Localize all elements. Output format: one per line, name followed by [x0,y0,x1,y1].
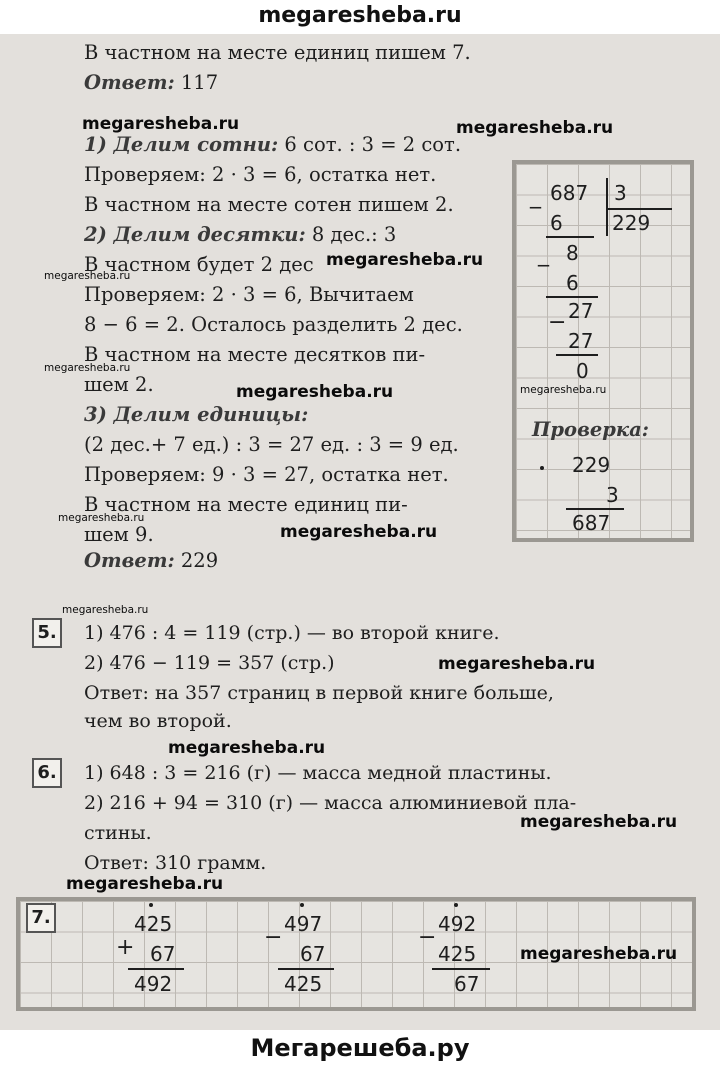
minus-sign: − [264,925,283,950]
watermark: megaresheba.ru [520,812,678,832]
remainder: 8 [566,241,579,265]
watermark: megaresheba.ru [520,944,678,964]
watermark-small: megaresheba.ru [58,512,145,524]
task6-line: 1) 648 : 3 = 216 (г) — масса медной пластины. [84,762,552,784]
final-remainder: 0 [576,359,589,383]
minus-sign: − [548,310,567,335]
watermark: megaresheba.ru [280,522,438,542]
step-line [84,130,461,160]
operand-b: 67 [150,942,176,966]
watermark: megaresheba.ru [438,654,596,674]
text-line: В частном на месте единиц пи- [84,493,408,516]
task5-line: Ответ: на 357 страниц в первой книге больше, [84,682,554,704]
answer-label: Ответ: [84,549,175,572]
watermark-small: megaresheba.ru [62,604,149,616]
site-footer: Мегарешеба.ру [250,1034,470,1062]
text-line: В частном будет 2 дес [84,253,314,276]
step-value: 6 сот. : 3 = 2 сот. [284,133,462,156]
step-label: 3) Делим единицы: [84,403,309,426]
minus-sign: − [418,925,437,950]
remainder: 27 [568,299,594,323]
textbook-page [0,34,720,1030]
step-label: 2) Делим десятки: [84,223,306,246]
operand-a: 497 [284,912,323,936]
text-line: (2 дес.+ 7 ед.) : 3 = 27 ед. : 3 = 9 ед. [84,433,459,456]
operand-a: 425 [134,912,173,936]
check-label: Проверка: [532,418,649,441]
borrow-dot [300,903,304,907]
step-line [84,220,396,250]
watermark-small: megaresheba.ru [44,362,131,374]
minus-sign: _ [530,184,541,209]
result: 67 [454,972,480,996]
plus-sign: + [116,935,135,960]
divisor: 3 [614,181,627,205]
quotient: 229 [612,211,651,235]
subtrahend: 6 [566,271,579,295]
task5-line: 1) 476 : 4 = 119 (стр.) — во второй книге. [84,622,500,644]
check-factor-b: 3 [606,483,619,507]
answer-label: Ответ: [84,71,175,94]
text-line: В частном на месте десятков пи- [84,343,426,366]
multiply-dot [540,466,544,470]
watermark: megaresheba.ru [66,874,224,894]
watermark: megaresheba.ru [236,382,394,402]
watermark-small: megaresheba.ru [44,270,131,282]
text-line: шем 9. [84,523,154,546]
dividend: 687 [550,181,589,205]
result: 492 [134,972,173,996]
check-result: 687 [572,511,611,535]
sum-line [128,968,184,970]
text-line: В частном на месте единиц пишем 7. [84,41,471,64]
subtrahend: 6 [550,211,563,235]
answer-value: 229 [180,549,219,572]
task6-line: стины. [84,822,152,844]
watermark-small: megaresheba.ru [520,384,607,396]
watermark: megaresheba.ru [82,114,240,134]
text-line: 8 − 6 = 2. Осталось разделить 2 дес. [84,313,463,336]
task-number-5: 5. [32,618,62,648]
task6-line: 2) 216 + 94 = 310 (г) — масса алюминиевой пла- [84,792,577,814]
watermark: megaresheba.ru [168,738,326,758]
task-number-6: 6. [32,758,62,788]
carry-dot [149,903,153,907]
task5-line: чем во второй. [84,710,232,732]
watermark: megaresheba.ru [326,250,484,270]
borrow-dot [454,903,458,907]
answer-value: 117 [180,71,219,94]
sub-line [546,236,594,238]
check-factor-a: 229 [572,453,611,477]
sub-line [556,354,598,356]
difference-line [278,968,334,970]
answer-line [84,68,218,98]
watermark: megaresheba.ru [456,118,614,138]
site-header: megaresheba.ru [258,3,462,28]
text-line: В частном на месте сотен пишем 2. [84,193,454,216]
operand-b: 425 [438,942,477,966]
step-value: 8 дес.: 3 [311,223,397,246]
step-line [84,400,308,430]
answer-line [84,546,218,576]
minus-sign: _ [538,242,549,267]
task-number-7: 7. [26,903,56,933]
long-division-box [512,160,694,542]
step-label: 1) Делим сотни: [84,133,279,156]
task5-line: 2) 476 − 119 = 357 (стр.) [84,652,335,674]
text-line: Проверяем: 9 · 3 = 27, остатка нет. [84,463,449,486]
text-line: шем 2. [84,373,154,396]
operand-a: 492 [438,912,477,936]
difference-line [432,968,490,970]
text-line: Проверяем: 2 · 3 = 6, Вычитаем [84,283,414,306]
task6-line: Ответ: 310 грамм. [84,852,267,874]
subtrahend: 27 [568,329,594,353]
text-line: Проверяем: 2 · 3 = 6, остатка нет. [84,163,437,186]
result: 425 [284,972,323,996]
operand-b: 67 [300,942,326,966]
division-bar [606,178,608,236]
